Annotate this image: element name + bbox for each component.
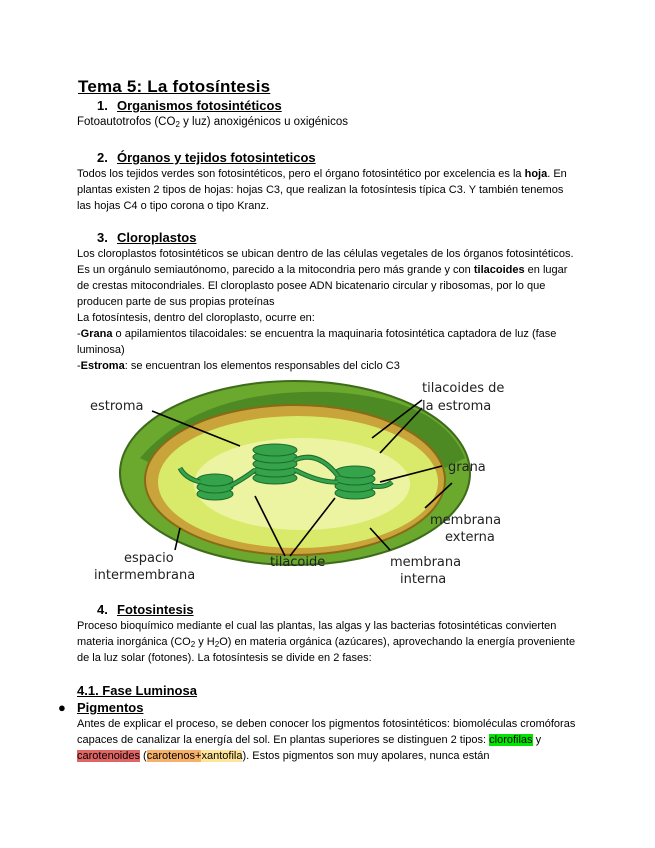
section-number: 2. <box>97 150 108 165</box>
text-run: Antes de explicar el proceso, se deben conocer los pigmentos fotosintéticos: biomoléculas cromóforas capaces de canalizar la energía del sol. En plantas superiores se distinguen 2 tipos: <box>77 718 576 746</box>
section-number: 4. <box>97 602 108 617</box>
subscript: 2 <box>214 640 220 649</box>
label-espacio-2: intermembrana <box>94 568 196 583</box>
highlight-xantofila: xantofila <box>201 750 243 762</box>
page-title: Tema 5: La fotosíntesis <box>78 77 271 96</box>
bullet-title: Pigmentos <box>77 700 144 715</box>
section-number: 3. <box>97 230 108 245</box>
text-run: Los cloroplastos fotosintéticos se ubican dentro de las células vegetales de los órganos fotosintéticos. Es un orgánulo semiautónomo, parecido a la mitocondria pero más grande y con <box>77 248 574 276</box>
label-membrana-interna-1: membrana <box>390 555 462 570</box>
text-run: Todos los tejidos verdes son fotosintéticos, pero el órgano fotosintético por excelencia es la <box>77 168 525 180</box>
label-membrana-externa-2: externa <box>445 530 495 545</box>
highlight-plus: + <box>195 750 202 762</box>
section-2-heading <box>97 150 316 165</box>
subscript: 2 <box>175 120 180 129</box>
chloroplast-diagram <box>80 378 580 590</box>
section-title: Órganos y tejidos fotosinteticos <box>117 150 316 165</box>
highlight-carotenos: carotenos <box>146 750 196 762</box>
granum-right <box>335 466 375 499</box>
label-tilacoides-estroma-1: tilacoides de <box>422 381 505 396</box>
text-run: en lugar de crestas mitocondriales. El cloroplasto posee ADN bicatenario circular y ribosomas, por lo que producen parte de sus propias proteínas <box>77 264 568 308</box>
highlight-carotenoides: carotenoides <box>77 750 140 762</box>
label-tilacoide: tilacoide <box>270 555 326 570</box>
text-run: Fotoautotrofos (CO <box>77 116 176 128</box>
section-2-text <box>77 166 577 214</box>
label-estroma: estroma <box>90 399 144 414</box>
section-1-heading <box>97 98 282 113</box>
text-run: y luz) anoxigénicos u oxigénicos <box>179 116 349 128</box>
label-grana: grana <box>448 460 486 475</box>
text-run: O) en materia orgánica (azúcares), aprovechando la energía proveniente de la luz solar (fotones). La fotosíntesis se divide en 2 fases: <box>77 636 576 664</box>
text-run: y H <box>195 636 215 648</box>
text-line: La fotosíntesis, dentro del cloroplasto, ocurre en: <box>77 312 315 324</box>
section-3-text <box>77 246 577 374</box>
section-title: Cloroplastos <box>117 230 197 245</box>
label-membrana-interna-2: interna <box>400 572 447 587</box>
text-run: : se encuentran los elementos responsables del ciclo C3 <box>124 360 400 372</box>
bullet-pigmentos <box>58 700 143 715</box>
granum-left <box>197 474 233 500</box>
text-run: o apilamientos tilacoidales: se encuentra la maquinaria fotosintética captadora de luz (fase luminosa) <box>77 328 557 356</box>
text-run: Proceso bioquímico mediante el cual las plantas, las algas y las bacterias fotosintéticas convierten materia inorgánica (CO <box>77 620 557 648</box>
section-3-heading <box>97 230 196 245</box>
bold-term: Grana <box>80 328 113 340</box>
highlight-clorofilas: clorofilas <box>489 734 533 746</box>
bold-term: tilacoides <box>473 264 525 276</box>
bullet-dot: ● <box>58 700 66 715</box>
section-title: Organismos fotosintéticos <box>117 98 282 113</box>
label-tilacoides-estroma-2: la estroma <box>422 399 492 414</box>
section-1-text <box>77 114 577 130</box>
text-run: ). Estos pigmentos son muy apolares, nunca están <box>242 750 490 762</box>
text-run: . En plantas existen 2 tipos de hojas: hojas C3, que realizan la fotosíntesis típica C3. Y también tenemos las hojas C4 o tipo corona o tipo Kranz. <box>77 168 567 212</box>
list-dash: - <box>77 328 81 340</box>
bold-term: Estroma <box>80 360 125 372</box>
subscript: 2 <box>190 640 196 649</box>
section-4-text <box>77 618 577 666</box>
bold-term: hoja <box>524 168 548 180</box>
section-4-1-text <box>77 716 577 764</box>
label-membrana-externa-1: membrana <box>430 513 502 528</box>
label-espacio-1: espacio <box>124 551 174 566</box>
section-title: Fotosintesis <box>117 602 194 617</box>
text-run: y <box>532 734 542 746</box>
subsection-4-1-heading: 4.1. Fase Luminosa <box>77 683 197 698</box>
section-number: 1. <box>97 98 108 113</box>
list-dash: - <box>77 360 81 372</box>
granum-middle <box>253 444 297 484</box>
text-run: ( <box>140 750 147 762</box>
section-4-heading <box>97 602 194 617</box>
